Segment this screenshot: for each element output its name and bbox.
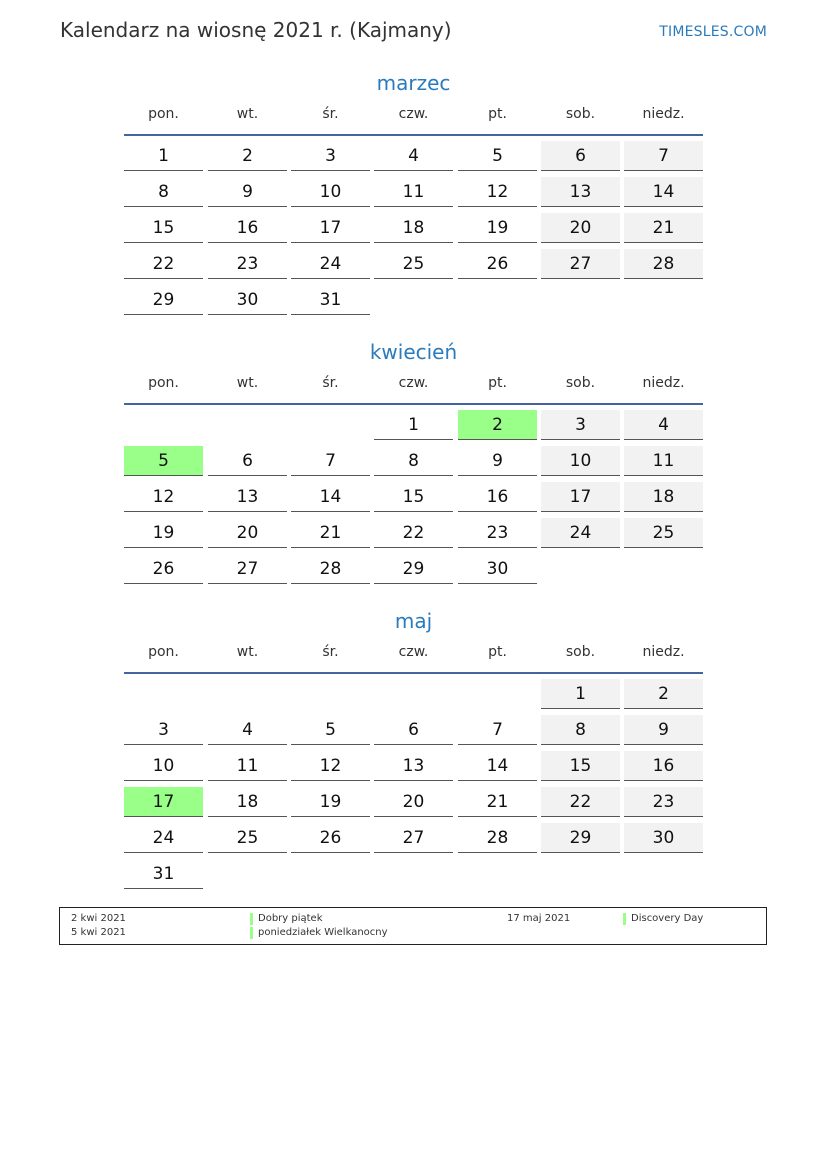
day-cell: 4 [208,715,287,745]
month-0 [124,68,703,310]
day-cell: 30 [458,554,537,584]
day-cell: 20 [541,213,620,243]
day-cell: 23 [624,787,703,817]
day-cell: 28 [624,249,703,279]
holiday-name: Discovery Day [631,913,704,924]
weekday-label: śr. [322,644,339,660]
day-cell: 18 [374,213,453,243]
month-1 [124,337,703,579]
day-cell: 15 [374,482,453,512]
holiday-marker [250,913,253,925]
day-cell: 12 [124,482,203,512]
day-cell: 16 [624,751,703,781]
weekday-label: czw. [398,106,429,122]
day-cell: 15 [541,751,620,781]
weekday-header [124,636,703,674]
day-cell: 3 [291,141,370,171]
holiday-day-cell: 2 [458,410,537,440]
day-cell: 1 [124,141,203,171]
weekday-label: pt. [488,375,507,391]
day-cell: 7 [291,446,370,476]
day-cell: 18 [624,482,703,512]
day-cell: 14 [458,751,537,781]
day-cell: 3 [541,410,620,440]
day-cell: 8 [541,715,620,745]
day-cell: 27 [208,554,287,584]
day-cell: 29 [374,554,453,584]
day-cell: 13 [541,177,620,207]
weekday-label: pt. [488,644,507,660]
day-cell: 14 [291,482,370,512]
day-cell: 13 [374,751,453,781]
day-cell: 24 [291,249,370,279]
day-cell: 23 [208,249,287,279]
weekday-label: pon. [148,644,179,660]
weekday-label: sob. [565,644,596,660]
weekday-label: śr. [322,375,339,391]
day-cell: 29 [124,285,203,315]
day-cell: 5 [291,715,370,745]
holiday-date: 2 kwi 2021 [71,913,126,924]
weekday-label: sob. [565,106,596,122]
day-cell: 25 [374,249,453,279]
weekday-header [124,367,703,405]
holiday-date: 17 maj 2021 [507,913,571,924]
page-title: Kalendarz na wiosnę 2021 r. (Kajmany) [60,18,452,42]
day-cell: 7 [624,141,703,171]
day-cell: 17 [541,482,620,512]
weekday-label: wt. [236,644,259,660]
weekday-label: wt. [236,375,259,391]
day-cell: 20 [208,518,287,548]
holiday-name: Dobry piątek [258,913,323,924]
weekday-label: pon. [148,106,179,122]
day-cell: 30 [208,285,287,315]
day-cell: 4 [624,410,703,440]
day-cell: 21 [291,518,370,548]
day-cell: 7 [458,715,537,745]
day-cell: 10 [291,177,370,207]
day-cell: 27 [374,823,453,853]
day-cell: 9 [458,446,537,476]
month-title: marzec [376,71,451,95]
day-cell: 14 [624,177,703,207]
day-cell: 9 [208,177,287,207]
weekday-label: pon. [148,375,179,391]
day-cell: 16 [458,482,537,512]
day-cell: 3 [124,715,203,745]
day-cell: 20 [374,787,453,817]
day-cell: 18 [208,787,287,817]
month-title: maj [394,609,433,633]
day-cell: 8 [124,177,203,207]
day-cell: 22 [124,249,203,279]
weekday-label: wt. [236,106,259,122]
holiday-day-cell: 17 [124,787,203,817]
holiday-date: 5 kwi 2021 [71,927,126,938]
day-cell: 23 [458,518,537,548]
site-logo[interactable]: TIMESLES.COM [659,24,767,40]
day-cell: 31 [124,859,203,889]
day-cell: 21 [624,213,703,243]
day-cell: 4 [374,141,453,171]
day-cell: 8 [374,446,453,476]
day-cell: 6 [374,715,453,745]
day-cell: 6 [208,446,287,476]
day-cell: 11 [374,177,453,207]
day-cell: 19 [291,787,370,817]
day-cell: 12 [291,751,370,781]
weekday-label: niedz. [642,644,685,660]
day-cell: 13 [208,482,287,512]
day-cell: 25 [208,823,287,853]
day-cell: 22 [374,518,453,548]
day-cell: 2 [208,141,287,171]
weekday-header [124,98,703,136]
holiday-marker [250,927,253,939]
day-cell: 27 [541,249,620,279]
day-cell: 2 [624,679,703,709]
month-title: kwiecień [369,340,458,364]
weekday-label: czw. [398,375,429,391]
holiday-legend [59,907,767,945]
day-cell: 28 [458,823,537,853]
day-cell: 24 [124,823,203,853]
day-cell: 26 [291,823,370,853]
day-cell: 19 [124,518,203,548]
month-2 [124,606,703,884]
holiday-name: poniedziałek Wielkanocny [258,927,388,938]
day-cell: 10 [541,446,620,476]
day-cell: 26 [458,249,537,279]
weekday-label: pt. [488,106,507,122]
day-cell: 24 [541,518,620,548]
day-cell: 30 [624,823,703,853]
day-cell: 16 [208,213,287,243]
day-cell: 26 [124,554,203,584]
weekday-label: czw. [398,644,429,660]
holiday-day-cell: 5 [124,446,203,476]
day-cell: 28 [291,554,370,584]
day-cell: 31 [291,285,370,315]
weekday-label: śr. [322,106,339,122]
day-cell: 22 [541,787,620,817]
day-cell: 21 [458,787,537,817]
day-cell: 17 [291,213,370,243]
day-cell: 12 [458,177,537,207]
day-cell: 1 [541,679,620,709]
day-cell: 25 [624,518,703,548]
holiday-marker [623,913,626,925]
day-cell: 15 [124,213,203,243]
day-cell: 10 [124,751,203,781]
weekday-label: sob. [565,375,596,391]
day-cell: 29 [541,823,620,853]
weekday-label: niedz. [642,106,685,122]
day-cell: 11 [624,446,703,476]
day-cell: 19 [458,213,537,243]
day-cell: 1 [374,410,453,440]
day-cell: 9 [624,715,703,745]
weekday-label: niedz. [642,375,685,391]
day-cell: 5 [458,141,537,171]
day-cell: 6 [541,141,620,171]
day-cell: 11 [208,751,287,781]
